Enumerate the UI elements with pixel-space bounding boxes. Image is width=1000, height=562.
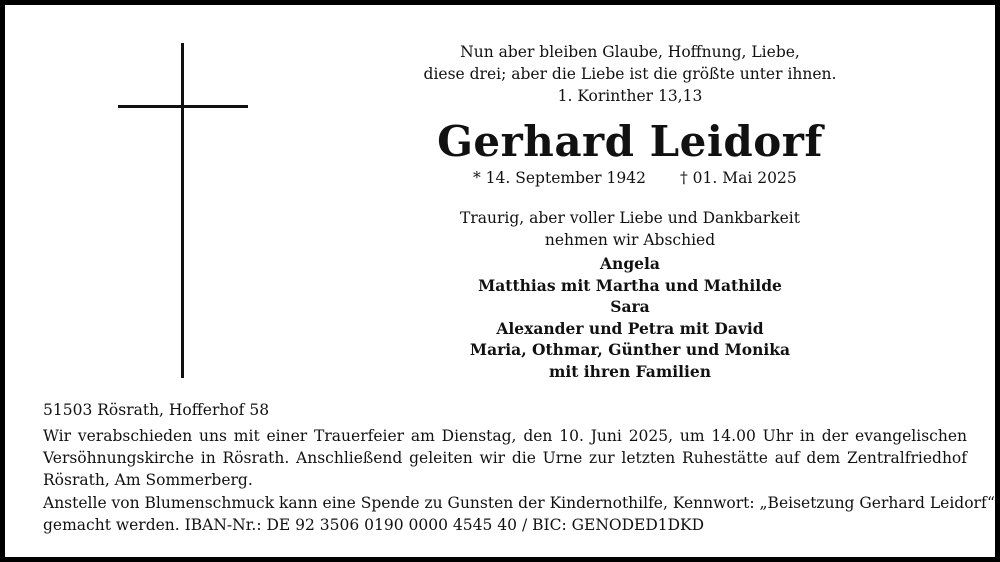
farewell-line-2: nehmen wir Abschied bbox=[544, 231, 716, 249]
bible-verse bbox=[420, 41, 840, 107]
farewell-text bbox=[420, 207, 840, 251]
verse-line-1: Nun aber bleiben Glaube, Hoffnung, Liebe, bbox=[460, 43, 800, 61]
mourning-address: 51503 Rösrath, Hofferhof 58 bbox=[43, 401, 270, 419]
mourner-entry: Alexander und Petra mit David bbox=[496, 318, 764, 338]
mourner-entry: Maria, Othmar, Günther und Monika bbox=[469, 340, 791, 359]
mourners-list bbox=[420, 253, 840, 382]
mourner-entry: Matthias mit Martha und Mathilde bbox=[478, 275, 782, 295]
donation-line-2: gemacht werden. IBAN-Nr.: DE 92 3506 0190 0000 4545 40 / BIC: GENODED1DKD bbox=[43, 516, 705, 534]
farewell-line-1: Traurig, aber voller Liebe und Dankbarkeit bbox=[460, 209, 800, 227]
cross-icon bbox=[181, 43, 184, 378]
mourner-entry: Sara bbox=[610, 297, 650, 316]
mourner-entry: mit ihren Familien bbox=[548, 361, 712, 381]
deceased-name: Gerhard Leidorf bbox=[437, 117, 823, 166]
verse-line-2: diese drei; aber die Liebe ist die größte unter ihnen. bbox=[423, 65, 837, 83]
birth-date: * 14. September 1942 bbox=[473, 169, 646, 187]
verse-reference: 1. Korinther 13,13 bbox=[557, 87, 703, 105]
donation-line-1: Anstelle von Blumenschmuck kann eine Spende zu Gunsten der Kindernothilfe, Kennwort: „Beisetzung Gerhard Leidorf“ bbox=[43, 494, 995, 512]
cross-icon-crossbar bbox=[118, 105, 248, 108]
ceremony-details: Wir verabschieden uns mit einer Trauerfeier am Dienstag, den 10. Juni 2025, um 14.00 Uhr in der evangelischen Versöhnungskirche in Rösrath. Anschließend geleiten wir die Urne zur letzten Ruhestätte auf dem Zentralfriedhof Rösrath, Am Sommerberg. bbox=[43, 427, 967, 489]
donation-notice bbox=[43, 492, 995, 536]
mourner-entry: Angela bbox=[600, 254, 660, 273]
death-date: † 01. Mai 2025 bbox=[680, 169, 797, 187]
